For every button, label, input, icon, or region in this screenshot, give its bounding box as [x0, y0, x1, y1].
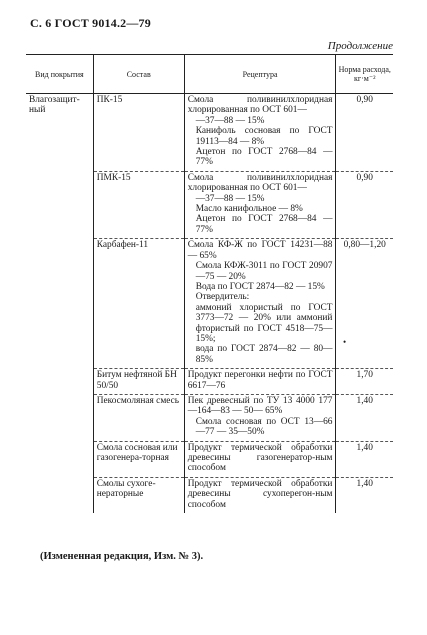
recipe-table: [26, 54, 393, 513]
recipe-line: Вода по ГОСТ 2874—82 — 15%: [195, 281, 325, 292]
coating-type-cell: [26, 477, 93, 513]
table-row: [26, 369, 393, 395]
table-row: [26, 239, 393, 369]
norm-cell: 0,90: [336, 94, 393, 172]
composition-cell: Карбафен-11: [93, 239, 184, 369]
coating-type-cell: [26, 369, 93, 395]
table-row: [26, 441, 393, 477]
recipe-cell: [184, 441, 336, 477]
recipe-cell: [184, 94, 336, 172]
table-body: [26, 94, 393, 514]
continuation-label: Продолжение: [327, 40, 393, 52]
recipe-cell: [184, 239, 336, 369]
norm-cell: 0,90: [336, 171, 393, 238]
coating-type-cell: [26, 441, 93, 477]
page-header: С. 6 ГОСТ 9014.2—79: [30, 16, 151, 30]
table-row: [26, 394, 393, 441]
norm-cell: 1,40: [336, 477, 393, 513]
col-header-norm: Норма расхода, кг·м⁻²: [336, 55, 393, 94]
recipe-line: Канифоль сосновая по ГОСТ 19113—84 — 8%: [195, 126, 333, 147]
col-header-recipe: Рецептура: [184, 55, 336, 94]
recipe-line: вода по ГОСТ 2874—82 — 80—85%: [195, 344, 333, 365]
table-row: [26, 477, 393, 513]
table-header-row: [26, 55, 393, 94]
recipe-cell: [184, 369, 336, 395]
recipe-line: Масло канифольное — 8%: [195, 204, 303, 215]
recipe-cell: [184, 171, 336, 238]
recipe-line: Смола поливинилхлоридная хлорированная по ОСТ 601—: [187, 172, 333, 194]
recipe-line: Отвердитель:: [195, 292, 250, 303]
table-row: [26, 171, 393, 238]
recipe-line: —37—88 — 15%: [195, 115, 265, 126]
composition-cell: ПК-15: [93, 94, 184, 172]
recipe-line: —37—88 — 15%: [195, 193, 265, 204]
composition-cell: Битум нефтяной БН 50/50: [93, 369, 184, 395]
recipe-line: Продукт перегонки нефти по ГОСТ 6617—76: [187, 370, 333, 391]
recipe-line: Ацетон по ГОСТ 2768—84 — 77%: [195, 147, 333, 168]
recipe-line: Смола сосновая по ОСТ 13—66—77 — 35—50%: [195, 416, 333, 438]
recipe-cell: [184, 394, 336, 441]
composition-cell: Смолы сухоге-нераторные: [93, 477, 184, 513]
coating-type-cell: [26, 394, 93, 441]
margin-mark: •: [343, 337, 347, 347]
recipe-line: аммоний хлористый по ГОСТ 3773—72 — 20% или аммоний фтористый по ГОСТ 4518—75— 15%;: [195, 302, 333, 344]
recipe-line: Смола КФЖ-3011 по ГОСТ 20907—75 — 20%: [195, 261, 333, 282]
norm-cell: 1,70: [336, 369, 393, 395]
composition-cell: Пекосмоляная смесь: [93, 394, 184, 441]
recipe-line: Смола КФ-Ж по ГОСТ 14231—88 — 65%: [187, 240, 333, 261]
table-row: [26, 94, 393, 172]
recipe-line: Пек древесный по ТУ 13 4000 177—164—83 — 50— 65%: [187, 395, 333, 417]
composition-cell: Смола сосновая или газогенера-торная: [93, 441, 184, 477]
footnote: (Измененная редакция, Изм. № 3).: [40, 551, 204, 562]
recipe-line: Ацетон по ГОСТ 2768—84 — 77%: [195, 214, 333, 235]
norm-cell: 1,40: [336, 394, 393, 441]
recipe-line: Продукт термической обработки древесины газогенератор-ным способом: [187, 442, 333, 474]
coating-type-cell: Влагозащит-ный: [29, 95, 80, 116]
recipe-line: Продукт термической обработки древесины сухоперегон-ным способом: [187, 478, 333, 510]
coating-type-cell: [26, 171, 93, 238]
norm-cell: 0,80—1,20: [336, 239, 393, 369]
col-header-composition: Состав: [93, 55, 184, 94]
composition-cell: ПМК-15: [93, 171, 184, 238]
recipe-line: Смола поливинилхлоридная хлорированная по ОСТ 601—: [187, 95, 333, 116]
col-header-coating: Вид покрытия: [26, 55, 93, 94]
norm-cell: 1,40: [336, 441, 393, 477]
recipe-cell: [184, 477, 336, 513]
coating-type-cell: [26, 239, 93, 369]
